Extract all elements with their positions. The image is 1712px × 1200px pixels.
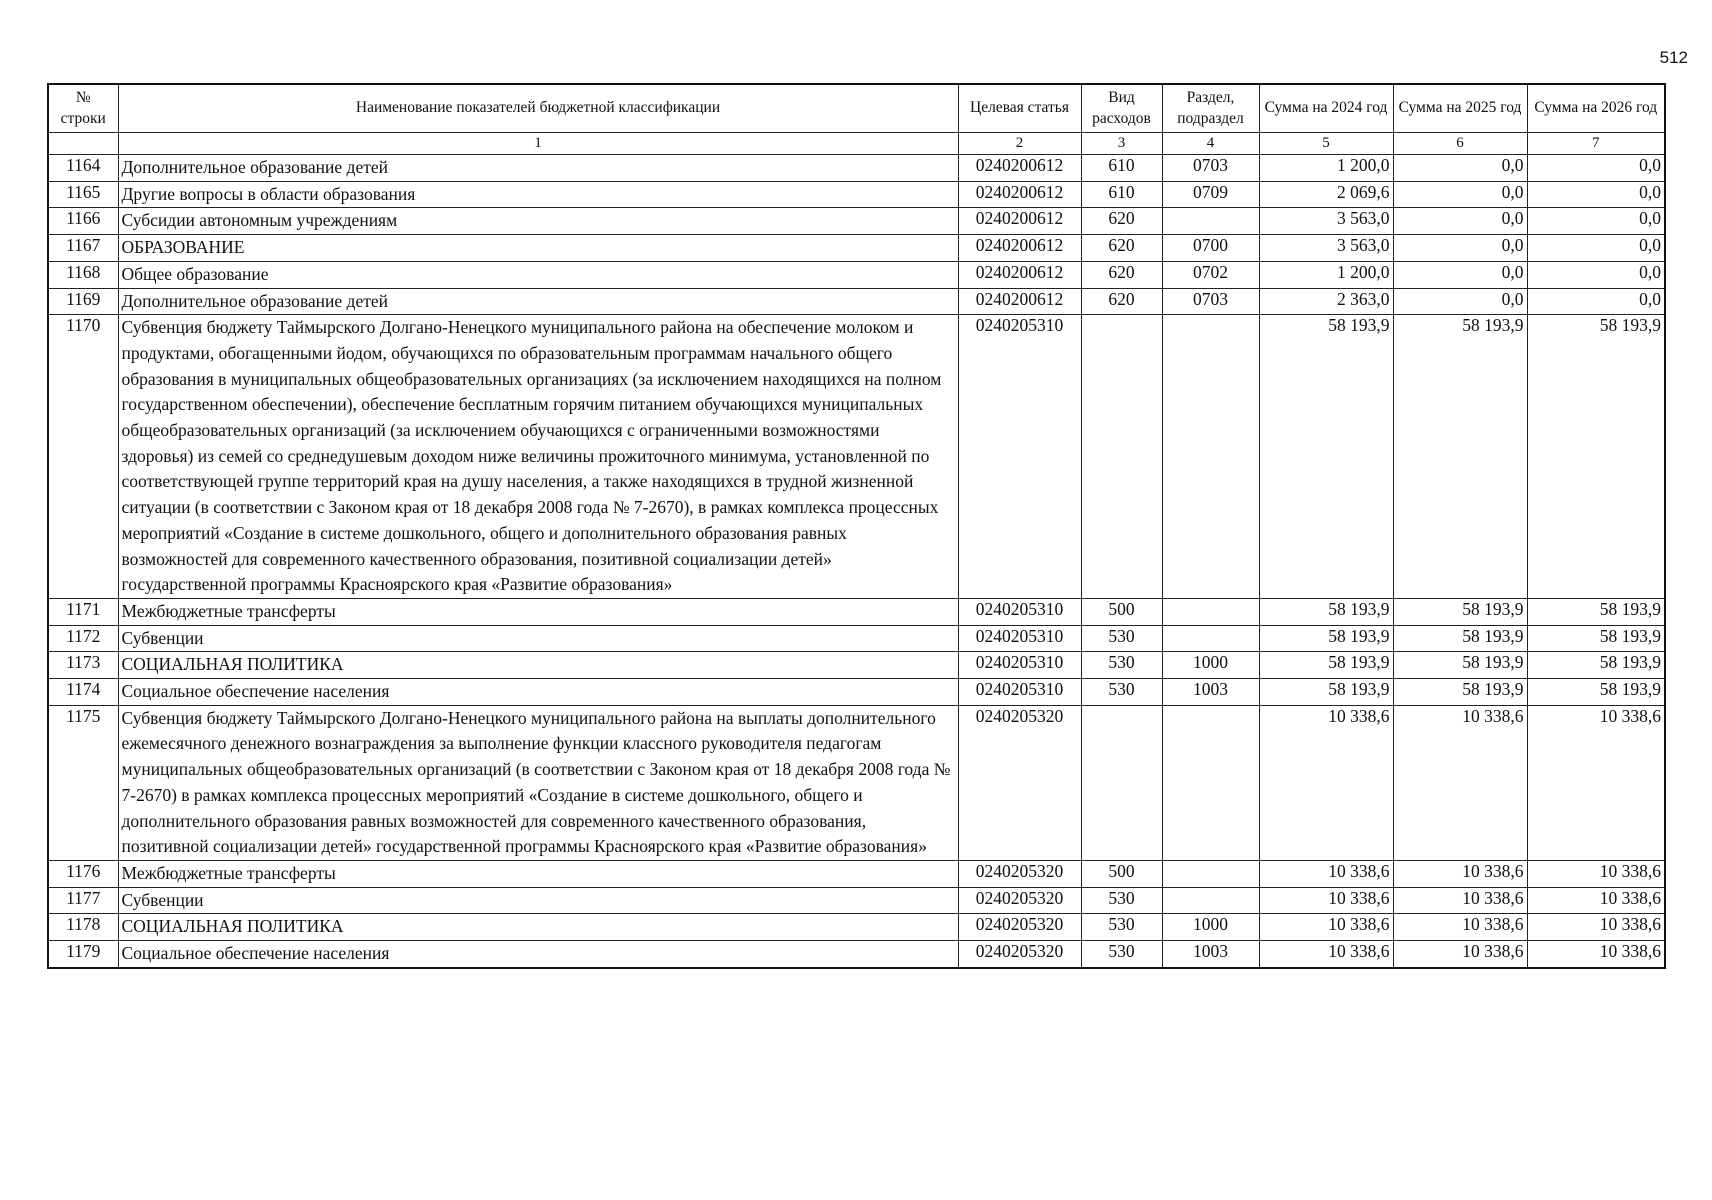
row-number: 1177	[48, 887, 118, 914]
column-number: 7	[1527, 133, 1665, 155]
row-sum-2026: 0,0	[1527, 208, 1665, 235]
row-section	[1162, 625, 1259, 652]
row-target-article: 0240205310	[958, 315, 1081, 599]
row-expense-type: 530	[1081, 652, 1162, 679]
row-sum-2024: 2 069,6	[1259, 181, 1393, 208]
row-section	[1162, 598, 1259, 625]
table-row	[48, 181, 1665, 208]
table-row	[48, 860, 1665, 887]
row-target-article: 0240205310	[958, 679, 1081, 706]
column-number: 2	[958, 133, 1081, 155]
column-number: 1	[118, 133, 958, 155]
row-section	[1162, 315, 1259, 599]
row-expense-type: 530	[1081, 887, 1162, 914]
table-row	[48, 679, 1665, 706]
budget-table	[47, 83, 1666, 969]
row-sum-2024: 58 193,9	[1259, 315, 1393, 599]
row-sum-2026: 0,0	[1527, 261, 1665, 288]
table-row	[48, 652, 1665, 679]
row-sum-2026: 58 193,9	[1527, 679, 1665, 706]
row-name: Субвенции	[118, 625, 958, 652]
row-target-article: 0240205310	[958, 625, 1081, 652]
row-sum-2025: 58 193,9	[1393, 315, 1527, 599]
column-number-row	[48, 133, 1665, 155]
row-sum-2025: 10 338,6	[1393, 941, 1527, 968]
row-expense-type: 620	[1081, 235, 1162, 262]
row-section: 0700	[1162, 235, 1259, 262]
row-sum-2026: 0,0	[1527, 235, 1665, 262]
row-expense-type: 610	[1081, 155, 1162, 182]
table-row	[48, 625, 1665, 652]
row-sum-2026: 10 338,6	[1527, 860, 1665, 887]
row-expense-type: 610	[1081, 181, 1162, 208]
row-sum-2024: 1 200,0	[1259, 155, 1393, 182]
row-name: Субсидии автономным учреждениям	[118, 208, 958, 235]
page-number: 512	[1659, 48, 1688, 67]
row-target-article: 0240205320	[958, 941, 1081, 968]
row-target-article: 0240200612	[958, 181, 1081, 208]
row-name: Дополнительное образование детей	[118, 155, 958, 182]
row-number: 1178	[48, 914, 118, 941]
table-body	[48, 155, 1665, 968]
row-sum-2024: 58 193,9	[1259, 679, 1393, 706]
row-number: 1164	[48, 155, 118, 182]
row-number: 1169	[48, 288, 118, 315]
row-sum-2025: 58 193,9	[1393, 652, 1527, 679]
row-name: Социальное обеспечение населения	[118, 941, 958, 968]
row-section: 0709	[1162, 181, 1259, 208]
row-sum-2025: 0,0	[1393, 155, 1527, 182]
row-sum-2025: 58 193,9	[1393, 625, 1527, 652]
row-name: Дополнительное образование детей	[118, 288, 958, 315]
header-row-number: № строки	[48, 84, 118, 133]
row-sum-2025: 0,0	[1393, 261, 1527, 288]
header-sum-2025: Сумма на 2025 год	[1393, 84, 1527, 133]
row-expense-type: 620	[1081, 288, 1162, 315]
row-sum-2024: 58 193,9	[1259, 598, 1393, 625]
row-name: Субвенции	[118, 887, 958, 914]
row-sum-2026: 58 193,9	[1527, 625, 1665, 652]
row-sum-2025: 10 338,6	[1393, 914, 1527, 941]
row-name: Другие вопросы в области образования	[118, 181, 958, 208]
column-number: 4	[1162, 133, 1259, 155]
column-number: 3	[1081, 133, 1162, 155]
row-number: 1175	[48, 705, 118, 860]
table-row	[48, 315, 1665, 599]
row-sum-2025: 10 338,6	[1393, 860, 1527, 887]
header-target-article: Целевая статья	[958, 84, 1081, 133]
row-section: 0702	[1162, 261, 1259, 288]
row-name: Межбюджетные трансферты	[118, 860, 958, 887]
row-section: 1000	[1162, 914, 1259, 941]
row-sum-2025: 10 338,6	[1393, 705, 1527, 860]
row-sum-2026: 0,0	[1527, 181, 1665, 208]
row-sum-2024: 1 200,0	[1259, 261, 1393, 288]
row-target-article: 0240205310	[958, 598, 1081, 625]
row-target-article: 0240200612	[958, 208, 1081, 235]
header-sum-2024: Сумма на 2024 год	[1259, 84, 1393, 133]
row-name: ОБРАЗОВАНИЕ	[118, 235, 958, 262]
row-section	[1162, 887, 1259, 914]
row-sum-2025: 58 193,9	[1393, 598, 1527, 625]
row-expense-type: 620	[1081, 208, 1162, 235]
row-sum-2024: 10 338,6	[1259, 887, 1393, 914]
header-name: Наименование показателей бюджетной классификации	[118, 84, 958, 133]
row-number: 1165	[48, 181, 118, 208]
row-sum-2024: 3 563,0	[1259, 235, 1393, 262]
row-sum-2026: 10 338,6	[1527, 914, 1665, 941]
table-row	[48, 705, 1665, 860]
table-row	[48, 887, 1665, 914]
row-sum-2025: 58 193,9	[1393, 679, 1527, 706]
row-target-article: 0240205320	[958, 860, 1081, 887]
row-sum-2026: 0,0	[1527, 288, 1665, 315]
row-expense-type: 500	[1081, 598, 1162, 625]
row-sum-2024: 58 193,9	[1259, 652, 1393, 679]
row-section: 1003	[1162, 679, 1259, 706]
column-number: 5	[1259, 133, 1393, 155]
table-row	[48, 235, 1665, 262]
row-section: 1000	[1162, 652, 1259, 679]
row-target-article: 0240205320	[958, 914, 1081, 941]
row-number: 1176	[48, 860, 118, 887]
row-expense-type: 500	[1081, 860, 1162, 887]
row-name: Субвенция бюджету Таймырского Долгано-Ненецкого муниципального района на выплаты дополнительного ежемесячного денежного вознаграждения за выполнение функции классного руководителя педагогам муниципальных общеобразовательных организаций (в соответствии с Законом края от 18 декабря 2008 года № 7-2670) в рамках комплекса процессных мероприятий «Создание в системе дошкольного, общего и дополнительного образования равных возможностей для современного качественного образования, позитивной социализации детей» государственной программы Красноярского края «Развитие образования»	[118, 705, 958, 860]
row-target-article: 0240200612	[958, 235, 1081, 262]
row-number: 1168	[48, 261, 118, 288]
row-sum-2025: 0,0	[1393, 208, 1527, 235]
row-sum-2025: 10 338,6	[1393, 887, 1527, 914]
row-sum-2024: 10 338,6	[1259, 705, 1393, 860]
row-expense-type	[1081, 315, 1162, 599]
row-expense-type: 530	[1081, 941, 1162, 968]
row-section	[1162, 705, 1259, 860]
row-number: 1173	[48, 652, 118, 679]
row-sum-2025: 0,0	[1393, 235, 1527, 262]
row-name: Социальное обеспечение населения	[118, 679, 958, 706]
row-section: 0703	[1162, 155, 1259, 182]
row-sum-2026: 58 193,9	[1527, 315, 1665, 599]
row-target-article: 0240200612	[958, 261, 1081, 288]
row-name: Общее образование	[118, 261, 958, 288]
row-sum-2026: 58 193,9	[1527, 652, 1665, 679]
header-sum-2026: Сумма на 2026 год	[1527, 84, 1665, 133]
row-number: 1171	[48, 598, 118, 625]
table-row	[48, 261, 1665, 288]
column-number: 6	[1393, 133, 1527, 155]
header-expense-type: Вид расходов	[1081, 84, 1162, 133]
row-name: СОЦИАЛЬНАЯ ПОЛИТИКА	[118, 914, 958, 941]
row-sum-2024: 3 563,0	[1259, 208, 1393, 235]
row-name: Межбюджетные трансферты	[118, 598, 958, 625]
header-section: Раздел, подраздел	[1162, 84, 1259, 133]
table-row	[48, 914, 1665, 941]
table-header-row	[48, 84, 1665, 133]
row-name: Субвенция бюджету Таймырского Долгано-Ненецкого муниципального района на обеспечение молоком и продуктами, обогащенными йодом, обучающихся по образовательным программам начального общего образования в муниципальных общеобразовательных организациях (за исключением находящихся на полном государственном обеспечении), обеспечение бесплатным горячим питанием обучающихся муниципальных общеобразовательных организаций (за исключением обучающихся с ограниченными возможностями здоровья) из семей со среднедушевым доходом ниже величины прожиточного минимума, установленной по соответствующей группе территорий края на душу населения, а также находящихся в трудной жизненной ситуации (в соответствии с Законом края от 18 декабря 2008 года № 7-2670), в рамках комплекса процессных мероприятий «Создание в системе дошкольного, общего и дополнительного образования равных возможностей для современного качественного образования, позитивной социализации детей» государственной программы Красноярского края «Развитие образования»	[118, 315, 958, 599]
row-section	[1162, 860, 1259, 887]
table-row	[48, 598, 1665, 625]
table-row	[48, 288, 1665, 315]
row-sum-2026: 10 338,6	[1527, 887, 1665, 914]
row-sum-2026: 10 338,6	[1527, 705, 1665, 860]
row-sum-2024: 10 338,6	[1259, 914, 1393, 941]
row-number: 1179	[48, 941, 118, 968]
column-number	[48, 133, 118, 155]
row-target-article: 0240200612	[958, 155, 1081, 182]
row-section: 0703	[1162, 288, 1259, 315]
row-sum-2024: 2 363,0	[1259, 288, 1393, 315]
row-name: СОЦИАЛЬНАЯ ПОЛИТИКА	[118, 652, 958, 679]
row-sum-2025: 0,0	[1393, 181, 1527, 208]
row-section: 1003	[1162, 941, 1259, 968]
row-number: 1166	[48, 208, 118, 235]
row-expense-type: 530	[1081, 679, 1162, 706]
row-expense-type: 530	[1081, 914, 1162, 941]
row-sum-2024: 10 338,6	[1259, 860, 1393, 887]
row-number: 1174	[48, 679, 118, 706]
row-expense-type: 620	[1081, 261, 1162, 288]
row-section	[1162, 208, 1259, 235]
row-sum-2024: 58 193,9	[1259, 625, 1393, 652]
table-row	[48, 941, 1665, 968]
row-sum-2024: 10 338,6	[1259, 941, 1393, 968]
row-expense-type: 530	[1081, 625, 1162, 652]
row-number: 1167	[48, 235, 118, 262]
row-sum-2025: 0,0	[1393, 288, 1527, 315]
table-row	[48, 208, 1665, 235]
row-sum-2026: 58 193,9	[1527, 598, 1665, 625]
row-number: 1172	[48, 625, 118, 652]
row-target-article: 0240205320	[958, 705, 1081, 860]
table-row	[48, 155, 1665, 182]
row-target-article: 0240205320	[958, 887, 1081, 914]
row-sum-2026: 10 338,6	[1527, 941, 1665, 968]
row-sum-2026: 0,0	[1527, 155, 1665, 182]
row-expense-type	[1081, 705, 1162, 860]
row-number: 1170	[48, 315, 118, 599]
row-target-article: 0240200612	[958, 288, 1081, 315]
row-target-article: 0240205310	[958, 652, 1081, 679]
